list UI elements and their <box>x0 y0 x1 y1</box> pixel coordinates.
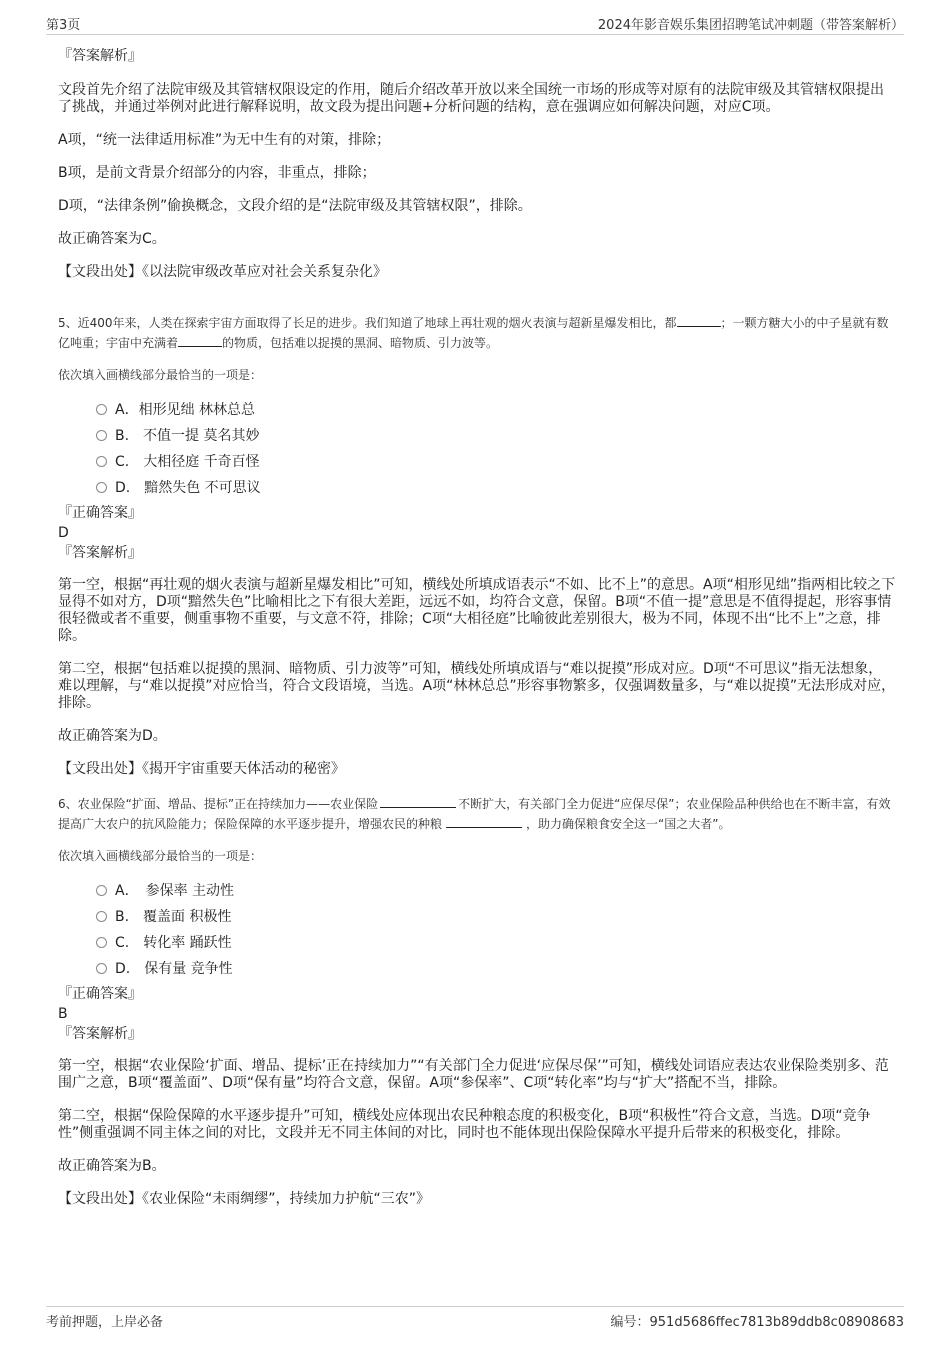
correct-label: 『正确答案』 <box>58 986 142 1002</box>
source-citation: 【文段出处】《以法院审级改革应对社会关系复杂化》 <box>58 264 387 280</box>
radio-icon[interactable] <box>96 404 107 415</box>
analysis-label: 『答案解析』 <box>58 545 142 561</box>
question-prompt: 依次填入画横线部分最恰当的一项是： <box>58 368 263 382</box>
fill-blank <box>178 334 222 347</box>
source-citation: 【文段出处】《农业保险“未雨绸缪”，持续加力护航“三农”》 <box>58 1191 431 1207</box>
page-number: 第3页 <box>46 18 81 33</box>
analysis-paragraph: 文段首先介绍了法院审级及其管辖权限设定的作用，随后介绍改革开放以来全国统一市场的形成等对原有的法院审级及其管辖权限提出了挑战，并通过举例对此进行解释说明，故文段为提出问题+分析问题的结构，意在强调应如何解决问题，对应C项。 <box>58 82 884 115</box>
analysis-paragraph: A项，“统一法律适用标准”为无中生有的对策，排除； <box>58 132 391 148</box>
document-title: 2024年影音娱乐集团招聘笔试冲刺题（带答案解析） <box>597 18 904 33</box>
option-a[interactable]: A． 参保率 主动性 <box>96 878 896 904</box>
radio-icon[interactable] <box>96 885 107 896</box>
analysis-label: 『答案解析』 <box>58 48 142 64</box>
option-d[interactable]: D. 保有量 竞争性 <box>96 956 896 982</box>
radio-icon[interactable] <box>96 911 107 922</box>
analysis-paragraph: D项，“法律条例”偷换概念，文段介绍的是“法院审级及其管辖权限”，排除。 <box>58 198 532 214</box>
answer-conclusion: 故正确答案为D。 <box>58 728 167 744</box>
correct-answer: B <box>58 1006 68 1022</box>
radio-icon[interactable] <box>96 937 107 948</box>
source-citation: 【文段出处】《揭开宇宙重要天体活动的秘密》 <box>58 761 345 777</box>
fill-blank <box>446 815 522 828</box>
fill-blank <box>677 314 721 327</box>
analysis-paragraph: 第一空，根据“农业保险‘扩面、增品、提标’正在持续加力”“有关部门全力促进‘应保尽保’”可知，横线处词语应表达农业保险类别多、范围广之意，B项“覆盖面”、D项“保有量”均符合文意，保留。A项“参保率”、C项“转化率”均与“扩大”搭配不当，排除。 <box>58 1058 889 1091</box>
radio-icon[interactable] <box>96 456 107 467</box>
radio-icon[interactable] <box>96 482 107 493</box>
radio-icon[interactable] <box>96 430 107 441</box>
option-b[interactable]: B. 不值一提 莫名其妙 <box>96 423 896 449</box>
option-a[interactable]: A．相形见绌 林林总总 <box>96 397 896 423</box>
option-list <box>58 397 896 501</box>
analysis-label: 『答案解析』 <box>58 1026 142 1042</box>
question-stem: 5、近400年来，人类在探索宇宙方面取得了长足的进步。我们知道了地球上再壮观的烟火表演与超新星爆发相比，都 ；一颗方糖大小的中子星就有数亿吨重；宇宙中充满着 的物质，包括难以捉摸的黑洞、暗物质、引力波等。 <box>58 316 889 350</box>
option-b[interactable]: B. 覆盖面 积极性 <box>96 904 896 930</box>
question-prompt: 依次填入画横线部分最恰当的一项是： <box>58 849 263 863</box>
option-c[interactable]: C. 大相径庭 千奇百怪 <box>96 449 896 475</box>
answer-conclusion: 故正确答案为C。 <box>58 231 166 247</box>
option-d[interactable]: D. 黯然失色 不可思议 <box>96 475 896 501</box>
fill-blank <box>380 795 456 808</box>
correct-answer: D <box>58 525 69 541</box>
document-code: 编号：951d5686ffec7813b89ddb8c08908683 <box>610 1315 904 1330</box>
analysis-paragraph: 第二空，根据“保险保障的水平逐步提升”可知，横线处应体现出农民种粮态度的积极变化，B项“积极性”符合文意，当选。D项“竞争性”侧重强调不同主体之间的对比，文段并无不同主体间的对比，同时也不能体现出保险保障水平提升后带来的积极变化，排除。 <box>58 1108 871 1141</box>
footer-slogan: 考前押题，上岸必备 <box>46 1315 164 1330</box>
option-list <box>58 878 896 982</box>
question-stem: 6、农业保险“扩面、增品、提标”正在持续加力——农业保险 不断扩大，有关部门全力促进“应保尽保”；农业保险品种供给也在不断丰富，有效提高广大农户的抗风险能力；保险保障的水平逐步提升，增强农民的种粮 ，助力确保粮食安全这一“国之大者”。 <box>58 797 891 831</box>
correct-label: 『正确答案』 <box>58 505 142 521</box>
page-footer <box>46 1306 904 1329</box>
analysis-paragraph: 第二空，根据“包括难以捉摸的黑洞、暗物质、引力波等”可知，横线处所填成语与“难以捉摸”形成对应。D项“不可思议”指无法想象，难以理解，与“难以捉摸”对应恰当，符合文段语境，当选。A项“林林总总”形容事物繁多，仅强调数量多，与“难以捉摸”无法形成对应，排除。 <box>58 661 896 711</box>
analysis-paragraph: B项，是前文背景介绍部分的内容，非重点，排除； <box>58 165 376 181</box>
option-c[interactable]: C. 转化率 踊跃性 <box>96 930 896 956</box>
document-body <box>58 44 896 1208</box>
radio-icon[interactable] <box>96 963 107 974</box>
answer-conclusion: 故正确答案为B。 <box>58 1158 166 1174</box>
analysis-paragraph: 第一空，根据“再壮观的烟火表演与超新星爆发相比”可知，横线处所填成语表示“不如、比不上”的意思。A项“相形见绌”指两相比较之下显得不如对方，D项“黯然失色”比喻相比之下有很大差距，远远不如，均符合文意，保留。B项“不值一提”意思是不值得提起，形容事情很轻微或者不重要，侧重事物不重要，与文意不符，排除；C项“大相径庭”比喻彼此差别很大，极为不同，体现不出“比不上”之意，排除。 <box>58 577 896 644</box>
page-header <box>46 14 904 35</box>
